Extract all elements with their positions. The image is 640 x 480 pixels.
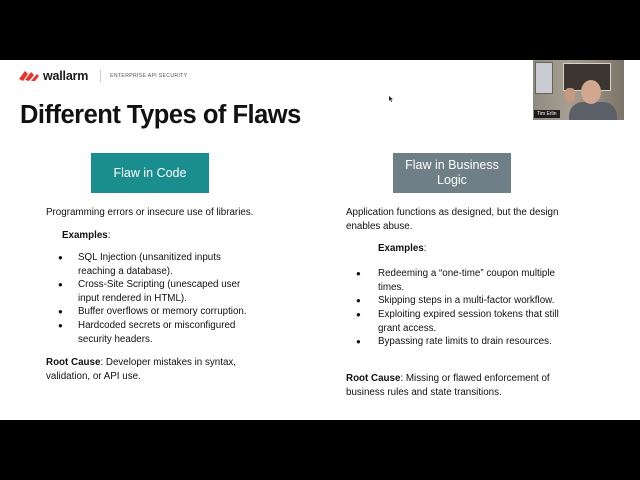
slide-title: Different Types of Flaws xyxy=(20,101,301,129)
flaw-in-code-box xyxy=(91,153,209,193)
business-logic-label-line1: Flaw in Business xyxy=(405,158,499,172)
logic-bullet-line: grant access. xyxy=(378,322,437,334)
participant-name-label: Tim Erlin xyxy=(534,110,560,118)
code-root-cause-text: : Developer mistakes in syntax, xyxy=(100,357,237,368)
bullet-icon: ● xyxy=(356,310,361,319)
participant-head xyxy=(581,80,601,104)
participant-body xyxy=(569,102,617,120)
logo-divider xyxy=(100,70,101,82)
code-bullet-line: reaching a database). xyxy=(78,265,173,277)
mouse-cursor-icon xyxy=(389,96,393,102)
code-bullet-line: security headers. xyxy=(78,333,153,345)
brand-name: wallarm xyxy=(43,69,89,83)
logic-bullet-item xyxy=(378,308,559,335)
logic-description-line2: enables abuse. xyxy=(346,221,413,232)
logic-description-line1: Application functions as designed, but the design xyxy=(346,207,559,218)
logic-bullet-line: Exploiting expired session tokens that still xyxy=(378,309,559,320)
flaw-in-business-logic-box xyxy=(393,153,511,193)
code-bullet-line: SQL Injection (unsanitized inputs xyxy=(78,252,221,263)
logic-bullet-line: times. xyxy=(378,281,405,293)
brand-tagline: ENTERPRISE API SECURITY xyxy=(110,73,188,79)
wallarm-logo xyxy=(19,69,187,83)
bullet-icon: ● xyxy=(356,296,361,305)
bullet-icon: ● xyxy=(58,321,63,330)
bullet-icon: ● xyxy=(356,337,361,346)
code-bullet-item xyxy=(78,305,247,319)
logic-root-cause-line1 xyxy=(346,372,550,386)
bullet-icon: ● xyxy=(356,269,361,278)
bullet-icon: ● xyxy=(58,307,63,316)
business-logic-label-line2: Logic xyxy=(437,173,467,187)
code-bullet-line: Cross-Site Scripting (unescaped user xyxy=(78,279,241,290)
presentation-slide xyxy=(0,60,640,420)
code-description: Programming errors or insecure use of libraries. xyxy=(46,207,254,218)
video-window-detail xyxy=(535,62,553,94)
logic-bullet-item xyxy=(378,335,552,349)
code-examples-colon: : xyxy=(107,230,111,241)
code-bullet-item xyxy=(78,251,221,278)
code-bullet-line: Hardcoded secrets or misconfigured xyxy=(78,320,236,331)
logic-bullet-line: Redeeming a “one-time” coupon multiple xyxy=(378,268,555,279)
code-examples-label: Examples xyxy=(62,230,108,241)
logic-bullet-line: Skipping steps in a multi-factor workflow. xyxy=(378,295,555,306)
code-bullet-line: Buffer overflows or memory corruption. xyxy=(78,306,247,317)
logic-root-cause-label: Root Cause xyxy=(346,373,401,384)
flaw-in-code-label: Flaw in Code xyxy=(113,165,187,180)
logic-bullet-item xyxy=(378,294,554,308)
code-examples-heading xyxy=(62,229,110,243)
logic-root-cause-line2: business rules and state transitions. xyxy=(346,387,502,398)
code-bullet-item xyxy=(78,278,240,305)
logic-description xyxy=(346,206,558,234)
logic-root-cause-text: : Missing or flawed enforcement of xyxy=(400,373,550,384)
participant-hand xyxy=(565,88,575,102)
logic-root-cause xyxy=(346,372,550,400)
participant-video-tile[interactable] xyxy=(533,60,624,120)
logic-examples-colon: : xyxy=(423,243,427,254)
bullet-icon: ● xyxy=(58,280,63,289)
logic-examples-label: Examples xyxy=(378,243,424,254)
logic-examples-heading xyxy=(378,242,426,256)
video-letterbox-top xyxy=(0,0,640,60)
logic-bullet-item xyxy=(378,267,555,294)
code-bullet-line: input rendered in HTML). xyxy=(78,292,187,304)
code-root-cause-line2: validation, or API use. xyxy=(46,371,141,382)
code-bullet-item xyxy=(78,319,235,346)
code-root-cause xyxy=(46,356,236,384)
wallarm-logo-icon xyxy=(19,70,39,82)
code-root-cause-line1 xyxy=(46,356,236,370)
logic-bullet-line: Bypassing rate limits to drain resources. xyxy=(378,336,552,347)
video-letterbox-bottom xyxy=(0,420,640,480)
code-root-cause-label: Root Cause xyxy=(46,357,101,368)
bullet-icon: ● xyxy=(58,253,63,262)
